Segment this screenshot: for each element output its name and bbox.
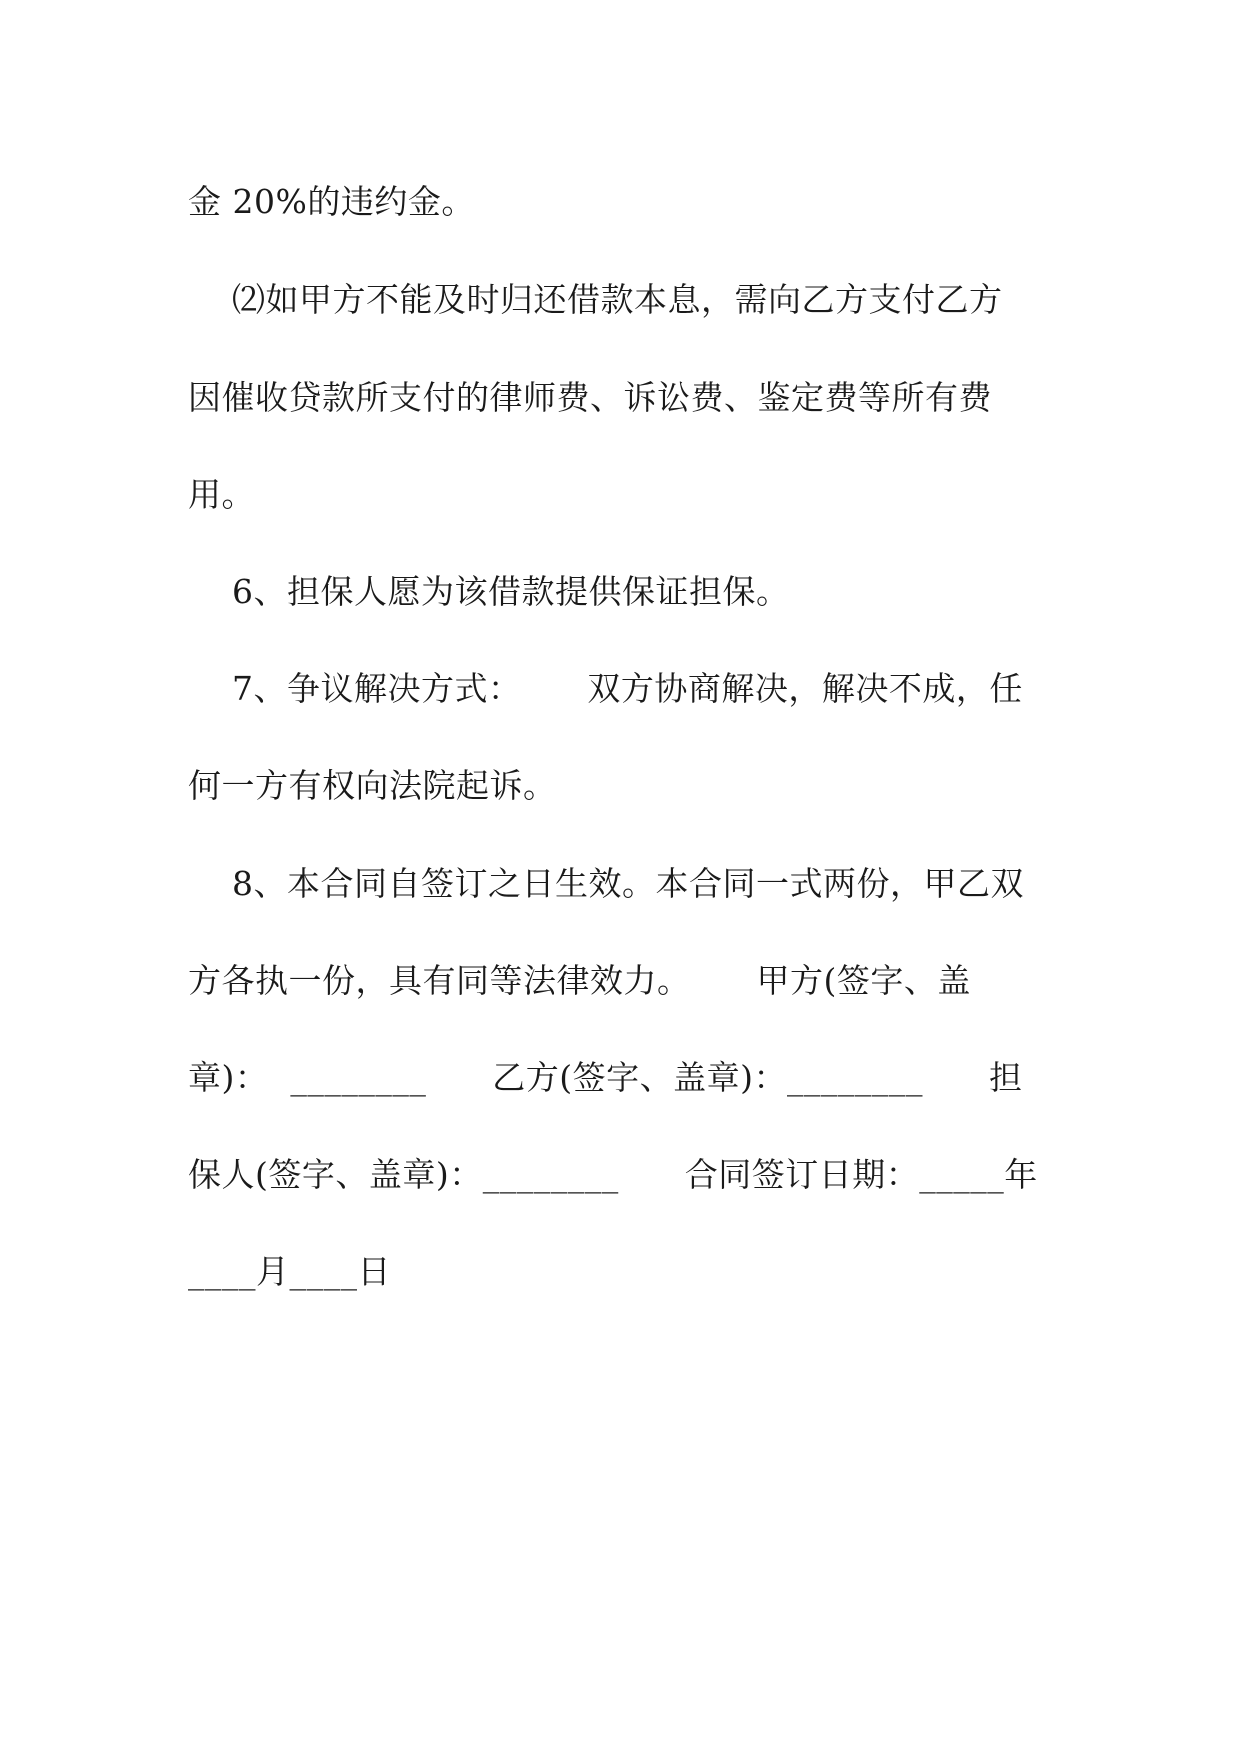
text-line: 保人(签字、盖章)：________ 合同签订日期：_____年 — [188, 1155, 1038, 1194]
text-line: 用。 — [188, 475, 255, 514]
text-line: 6、担保人愿为该借款提供保证担保。 — [188, 572, 790, 611]
text-line: 何一方有权向法院起诉。 — [188, 766, 557, 805]
text-line: 章)： ________ 乙方(签字、盖章)：________ 担 — [188, 1058, 1023, 1097]
text-line: 方各执一份，具有同等法律效力。 甲方(签字、盖 — [188, 961, 971, 1000]
text-line: 7、争议解决方式： 双方协商解决，解决不成，任 — [188, 669, 1023, 708]
text-line: 8、本合同自签订之日生效。本合同一式两份，甲乙双 — [188, 864, 1024, 903]
text-line: ____月____日 — [188, 1252, 391, 1291]
text-line: 因催收贷款所支付的律师费、诉讼费、鉴定费等所有费 — [188, 378, 992, 417]
text-line: 金 20%的违约金。 — [188, 182, 475, 221]
text-line: ⑵如甲方不能及时归还借款本息，需向乙方支付乙方 — [188, 280, 1003, 319]
